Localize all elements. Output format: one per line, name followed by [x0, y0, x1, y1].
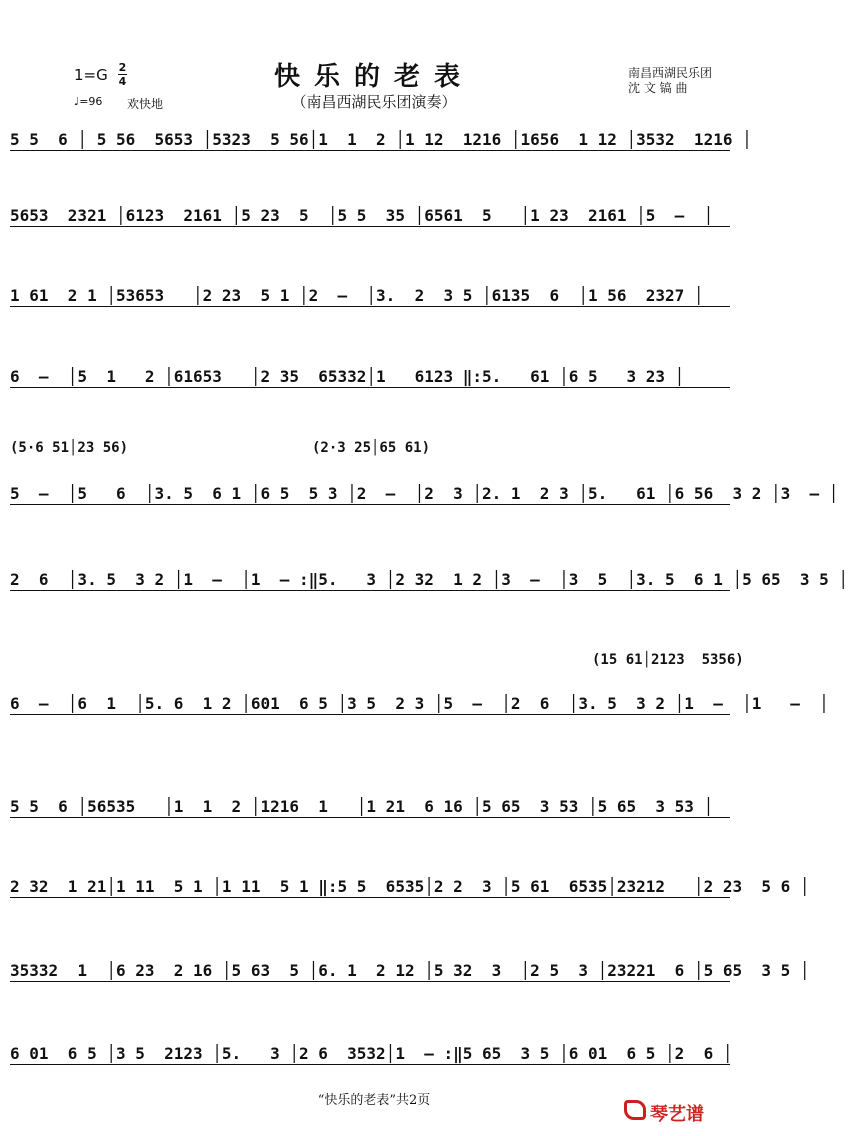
score-row-1: 5 5 6 │ 5 56 5653 │5323 5 56│1 1 2 │1 12 1216 │1656 1 12 │3532 1216 │ [10, 130, 752, 149]
beam-line-row-4 [10, 387, 730, 388]
score-row-4: 6 – │5 1 2 │61653 │2 35 65332│1 6123 ‖:5. 61 │6 5 3 23 │ [10, 367, 685, 386]
score-row-8: 5 5 6 │56535 │1 1 2 │1216 1 │1 21 6 16 │5 65 3 53 │5 65 3 53 │ [10, 797, 714, 816]
beam-line-row-10 [10, 981, 730, 982]
page-footer: “快乐的老表”共2页 [317, 1093, 431, 1108]
score-row-7: 6 – │6 1 │5. 6 1 2 │601 6 5 │3 5 2 3 │5 – │2 6 │3. 5 3 2 │1 – │1 – │ [10, 694, 829, 713]
phrase-mark-3: (15 61│2123 5356) [592, 652, 744, 668]
score-subtitle: （南昌西湖民乐团演奏） [291, 93, 457, 111]
ensemble-name: 南昌西湖民乐团 [628, 66, 713, 80]
key-signature: 1=G [74, 66, 108, 84]
score-row-10: 35332 1 │6 23 2 16 │5 63 5 │6. 1 2 12 │5 32 3 │2 5 3 │23221 6 │5 65 3 5 │ [10, 961, 810, 980]
beam-line-row-5 [10, 504, 730, 505]
composer-name: 沈 文 镐 曲 [628, 81, 688, 95]
score-row-9: 2 32 1 21│1 11 5 1 │1 11 5 1 ‖:5 5 6535│2 2 3 │5 61 6535│23212 │2 23 5 6 │ [10, 877, 810, 896]
score-title: 快乐的老表 [273, 62, 474, 92]
score-row-3: 1 61 2 1 │53653 │2 23 5 1 │2 – │3. 2 3 5 │6135 6 │1 56 2327 │ [10, 286, 704, 305]
phrase-mark-2: (2·3 25│65 61) [312, 440, 431, 456]
phrase-mark-1: (5·6 51│23 56) [10, 440, 129, 456]
score-row-6: 2 6 │3. 5 3 2 │1 – │1 – :‖5. 3 │2 32 1 2 │3 – │3 5 │3. 5 6 1 │5 65 3 5 │ [10, 570, 848, 589]
score-row-5: 5 – │5 6 │3. 5 6 1 │6 5 5 3 │2 – │2 3 │2. 1 2 3 │5. 61 │6 56 3 2 │3 – │ [10, 484, 839, 503]
beam-line-row-8 [10, 817, 730, 818]
time-signature-top: 2 [118, 61, 127, 74]
beam-line-row-2 [10, 226, 730, 227]
beam-line-row-1 [10, 150, 730, 151]
composer-credit [628, 66, 712, 96]
qinyipu-logo-icon [624, 1100, 646, 1120]
tempo-marking: ♩=96 [74, 95, 103, 108]
beam-line-row-11 [10, 1064, 730, 1065]
time-signature-bottom: 4 [118, 75, 127, 88]
beam-line-row-9 [10, 897, 730, 898]
score-row-11: 6 01 6 5 │3 5 2123 │5. 3 │2 6 3532│1 – :‖5 65 3 5 │6 01 6 5 │2 6 │ [10, 1044, 733, 1063]
site-logo: 琴艺谱 [650, 1104, 704, 1125]
beam-line-row-7 [10, 714, 730, 715]
beam-line-row-6 [10, 590, 730, 591]
expression-marking: 欢快地 [127, 97, 164, 111]
score-row-2: 5653 2321 │6123 2161 │5 23 5 │5 5 35 │6561 5 │1 23 2161 │5 – │ [10, 206, 714, 225]
beam-line-row-3 [10, 306, 730, 307]
